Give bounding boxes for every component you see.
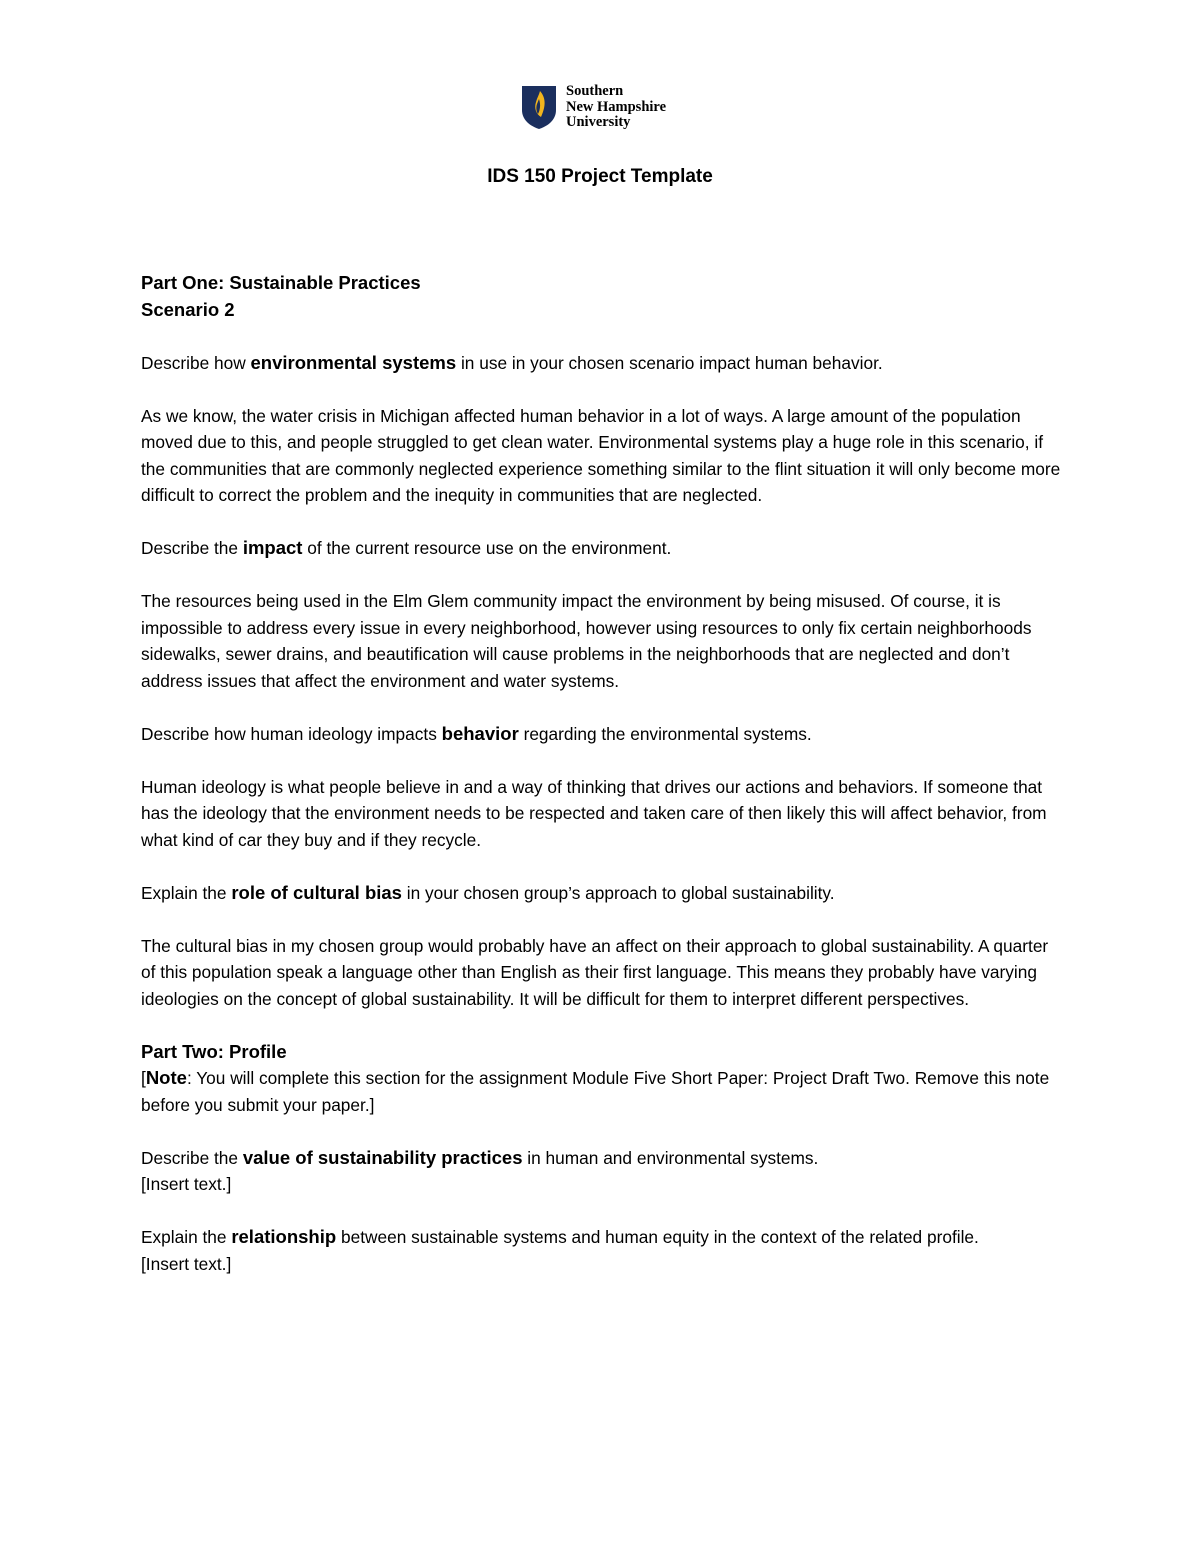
prompt-impact [141,535,1066,562]
note-label: Note [145,1067,187,1088]
prompt-text: of the current resource use on the environment. [302,538,672,558]
answer-paragraph: Human ideology is what people believe in and a way of thinking that drives our actions and behaviors. If someone that has the ideology that the environment needs to be respected and taken care of then likely this will affect behavior, from what kind of car they buy and if they recycle. [141,776,1047,850]
note-bracket: [ [141,1068,146,1088]
prompt-text: Describe the [141,538,243,558]
section-heading: Part One: Sustainable Practices [141,272,421,293]
prompt-text: regarding the environmental systems. [518,723,812,744]
scenario-heading: Scenario 2 [141,298,235,320]
prompt-text: between sustainable systems and human equity in the context of the related profile. [336,1227,979,1247]
section-heading: Part Two: Profile [141,1040,287,1062]
insert-text-placeholder: [Insert text.] [141,1174,232,1194]
prompt-text: Describe how human ideology impacts [141,723,442,744]
prompt-environmental-systems [141,350,1066,377]
prompt-value-sustainability [141,1145,1066,1172]
insert-text-placeholder: [Insert text.] [141,1253,232,1274]
answer-paragraph: The resources being used in the Elm Glem community impact the environment by being misused. Of course, it is impossible to address every issue in every neighborhood, however using resources to only fix certain neighborhoods sidewalks, sewer drains, and beautification will cause problems in the neighborhoods that are neglected and don’t address issues that affect the environment and water systems. [141,591,1032,691]
prompt-text: in your chosen group’s approach to global sustainability. [401,882,835,903]
document-body [141,270,1066,1277]
prompt-text: in human and environmental systems. [522,1147,819,1168]
document-title: IDS 150 Project Template [487,166,713,187]
prompt-text: in use in your chosen scenario impact human behavior. [456,352,883,373]
instructor-note [141,1065,1066,1118]
prompt-keyword: role of cultural bias [231,881,402,903]
answer-paragraph: As we know, the water crisis in Michigan affected human behavior in a lot of ways. A large amount of the population moved due to this, and people struggled to get clean water. Environmental systems play a huge role in this scenario, if the communities that are commonly neglected experience something similar to the flint situation it will only become more difficult to correct the problem and the inequity in communities that are neglected. [141,405,1061,505]
prompt-text: Explain the [141,1227,232,1247]
prompt-keyword: relationship [231,1226,337,1247]
logo-line: New Hampshire [566,98,667,115]
prompt-text: Describe the [141,1147,243,1168]
prompt-keyword: behavior [441,722,519,744]
logo-wordmark [566,84,666,131]
note-text: : You will complete this section for the assignment Module Five Short Paper: Project Draft Two. Remove this note before you submit your paper.] [141,1068,1050,1115]
answer-paragraph: The cultural bias in my chosen group would probably have an affect on their approach to global sustainability. A quarter of this population speak a language other than English as their first language. This means they probably have varying ideologies on the concept of global sustainability. It will be difficult for them to interpret different perspectives. [141,935,1049,1009]
university-logo [520,84,666,131]
logo-line: Southern [566,83,624,99]
prompt-behavior [141,721,1066,748]
prompt-keyword: value of sustainability practices [242,1146,523,1168]
prompt-keyword: environmental systems [250,351,457,373]
logo-line: University [566,114,631,130]
prompt-text: Explain the [141,882,232,903]
prompt-keyword: impact [242,537,303,558]
prompt-cultural-bias [141,880,1066,907]
prompt-relationship [141,1224,1066,1251]
prompt-text: Describe how [141,352,251,373]
shield-icon [520,84,558,130]
